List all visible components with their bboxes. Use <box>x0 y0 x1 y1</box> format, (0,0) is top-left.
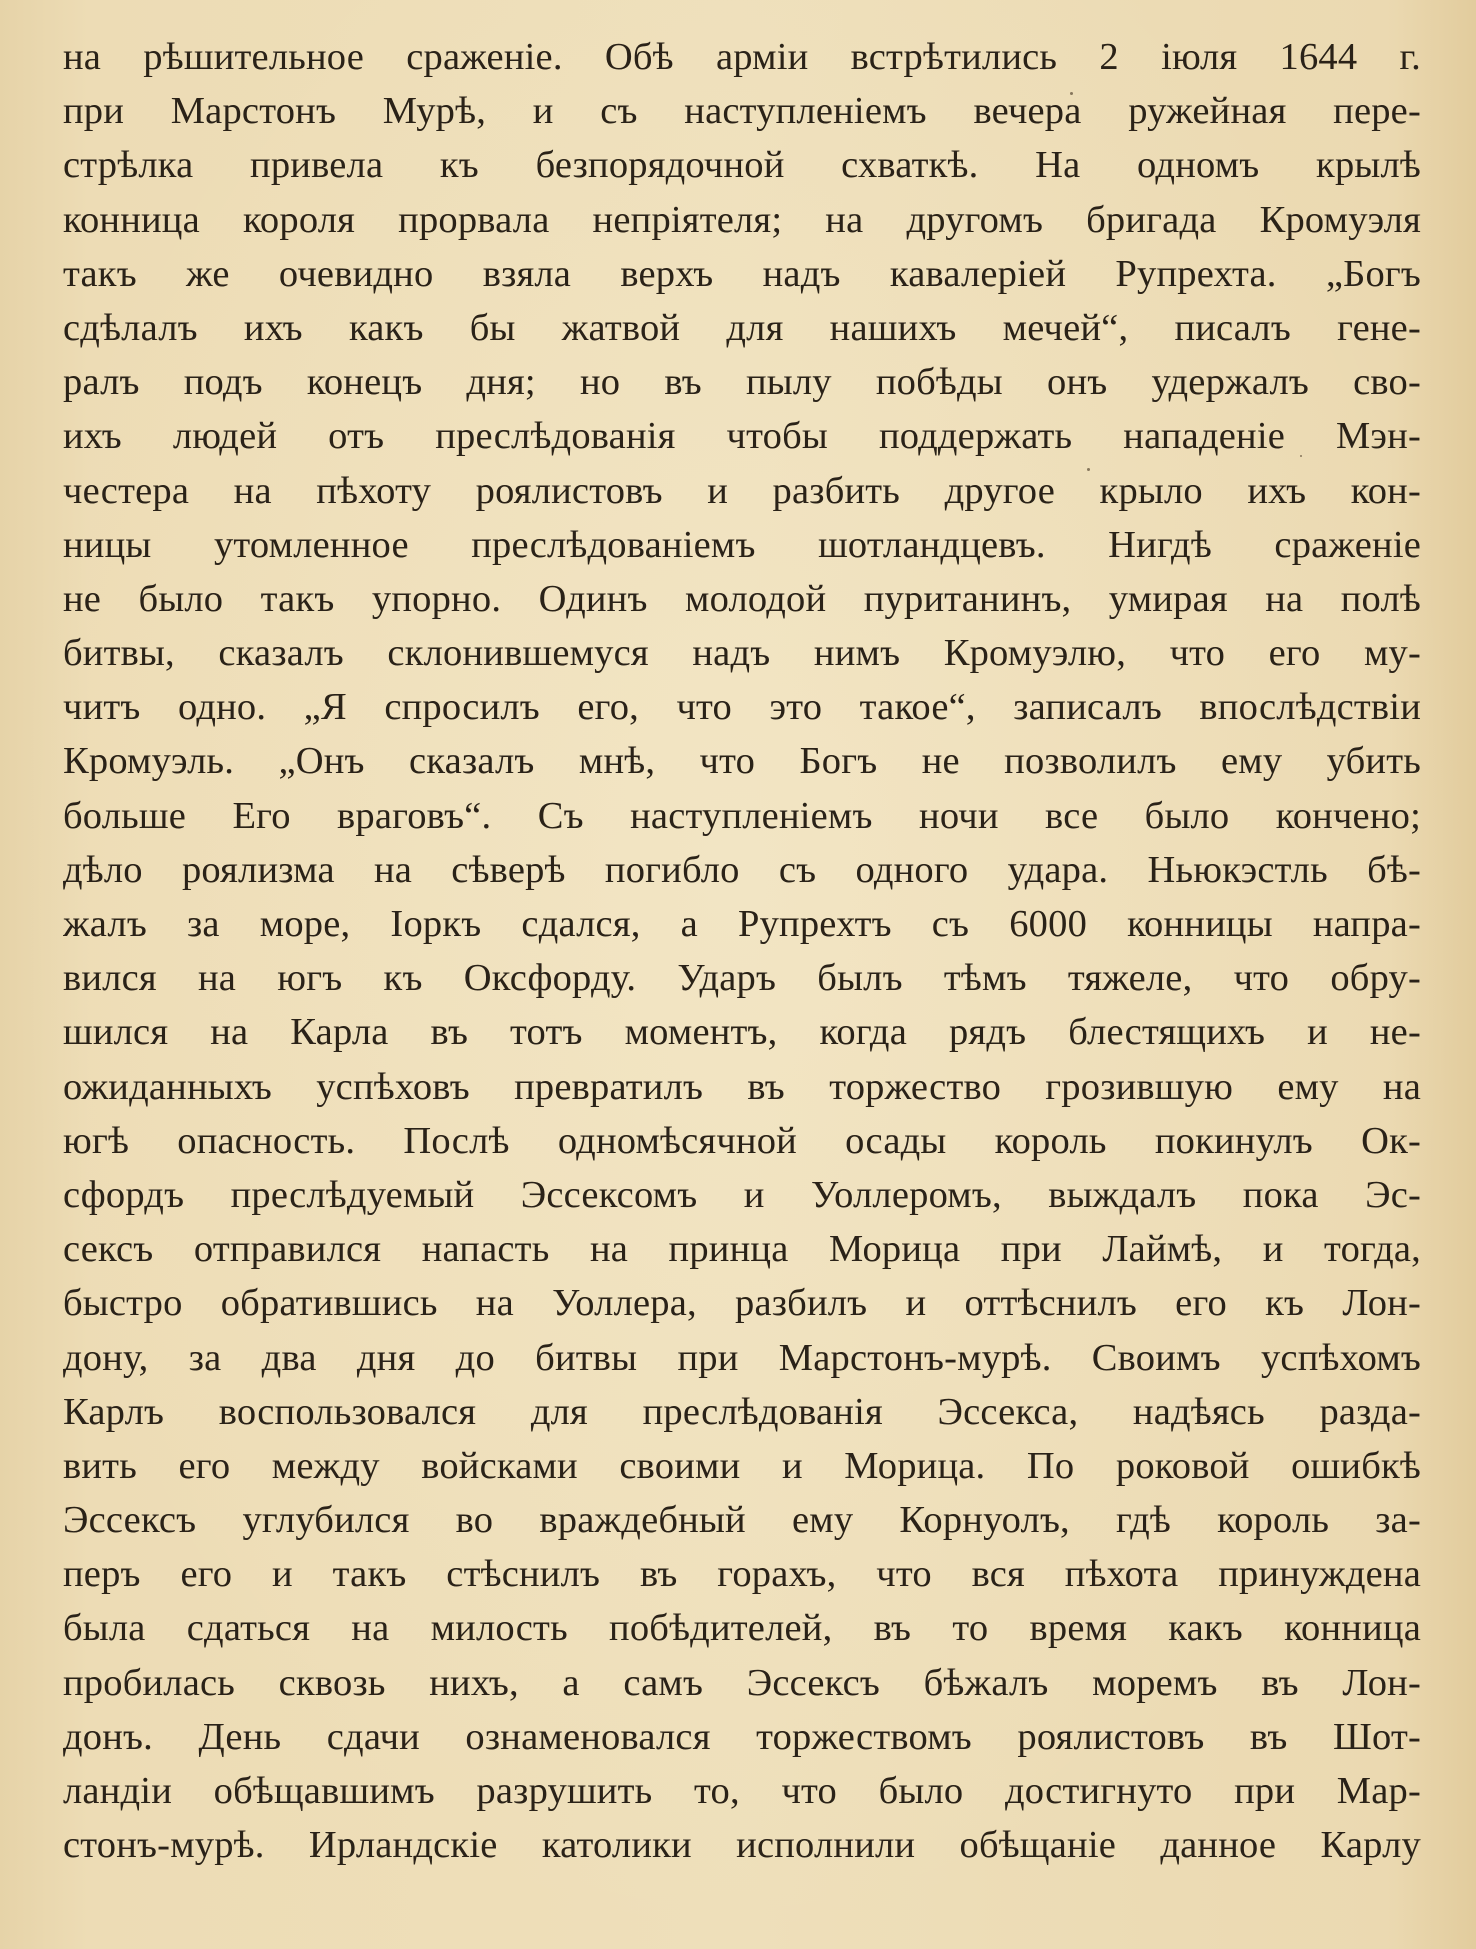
text-line: ницы утомленное преслѣдованіемъ шотландцевъ. Нигдѣ сраженіе <box>63 523 1421 566</box>
text-line: сексъ отправился напасть на принца Морица при Лаймѣ, и тогда, <box>63 1228 1421 1271</box>
text-line: честера на пѣхоту роялистовъ и разбить другое крыло ихъ кон- <box>63 469 1421 512</box>
text-line: такъ же очевидно взяла верхъ надъ кавалеріей Рупрехта. „Богъ <box>63 252 1421 295</box>
text-line: стонъ-мурѣ. Ирландскіе католики исполнили обѣщаніе данное Карлу <box>63 1824 1421 1867</box>
text-line: вился на югъ къ Оксфорду. Ударъ былъ тѣмъ тяжеле, что обру- <box>63 957 1421 1000</box>
text-line: пробилась сквозь нихъ, а самъ Эссексъ бѣжалъ моремъ въ Лон- <box>63 1661 1421 1704</box>
text-line: дону, за два дня до битвы при Марстонъ-мурѣ. Своимъ успѣхомъ <box>63 1336 1421 1379</box>
text-line: жалъ за море, Іоркъ сдался, а Рупрехтъ съ 6000 конницы напра- <box>63 903 1421 945</box>
text-line: больше Его враговъ“. Съ наступленіемъ ночи все было кончено; <box>63 794 1421 837</box>
text-line: Эссексъ углубился во враждебный ему Корнуолъ, гдѣ король за- <box>63 1499 1421 1542</box>
text-line: дѣло роялизма на сѣверѣ погибло съ одного удара. Ньюкэстль бѣ- <box>63 848 1421 891</box>
text-line: перъ его и такъ стѣснилъ въ горахъ, что вся пѣхота принуждена <box>63 1553 1421 1596</box>
text-line: Карлъ воспользовался для преслѣдованія Эссекса, надѣясь разда- <box>63 1390 1421 1433</box>
text-line: была сдаться на милость побѣдителей, въ то время какъ конница <box>63 1607 1421 1650</box>
text-line: при Марстонъ Мурѣ, и съ наступленіемъ вечера ружейная пере- <box>63 90 1421 133</box>
text-line: сфордъ преслѣдуемый Эссексомъ и Уоллеромъ, выждалъ пока Эс- <box>63 1173 1421 1216</box>
page-text <box>63 30 1421 1872</box>
text-line: ожиданныхъ успѣховъ превратилъ въ торжество грозившую ему на <box>63 1065 1421 1108</box>
text-line: донъ. День сдачи ознаменовался торжествомъ роялистовъ въ Шот- <box>63 1715 1421 1758</box>
text-line: сдѣлалъ ихъ какъ бы жатвой для нашихъ мечей“, писалъ гене- <box>63 306 1421 349</box>
text-line: шился на Карла въ тотъ моментъ, когда рядъ блестящихъ и не- <box>63 1011 1421 1054</box>
text-line: не было такъ упорно. Одинъ молодой пуританинъ, умирая на полѣ <box>63 577 1421 620</box>
text-line: на рѣшительное сраженіе. Обѣ арміи встрѣтились 2 іюля 1644 г. <box>63 36 1421 78</box>
text-line: ралъ подъ конецъ дня; но въ пылу побѣды онъ удержалъ сво- <box>63 361 1421 404</box>
text-line: вить его между войсками своими и Морица. По роковой ошибкѣ <box>63 1444 1421 1487</box>
text-line: ландіи обѣщавшимъ разрушить то, что было достигнуто при Мар- <box>63 1770 1421 1812</box>
text-line: югѣ опасность. Послѣ одномѣсячной осады король покинулъ Ок- <box>63 1119 1421 1162</box>
text-line: битвы, сказалъ склонившемуся надъ нимъ Кромуэлю, что его му- <box>63 632 1421 675</box>
text-line: конница короля прорвала непріятеля; на другомъ бригада Кромуэля <box>63 198 1421 241</box>
text-line: стрѣлка привела къ безпорядочной схваткѣ. На одномъ крылѣ <box>63 144 1421 187</box>
text-line: Кромуэль. „Онъ сказалъ мнѣ, что Богъ не позволилъ ему убить <box>63 740 1421 783</box>
text-line: быстро обратившись на Уоллера, разбилъ и оттѣснилъ его къ Лон- <box>63 1282 1421 1325</box>
text-line: ихъ людей отъ преслѣдованія чтобы поддержать нападеніе Мэн- <box>63 415 1421 458</box>
text-line: читъ одно. „Я спросилъ его, что это такое“, записалъ впослѣдствіи <box>63 686 1421 729</box>
